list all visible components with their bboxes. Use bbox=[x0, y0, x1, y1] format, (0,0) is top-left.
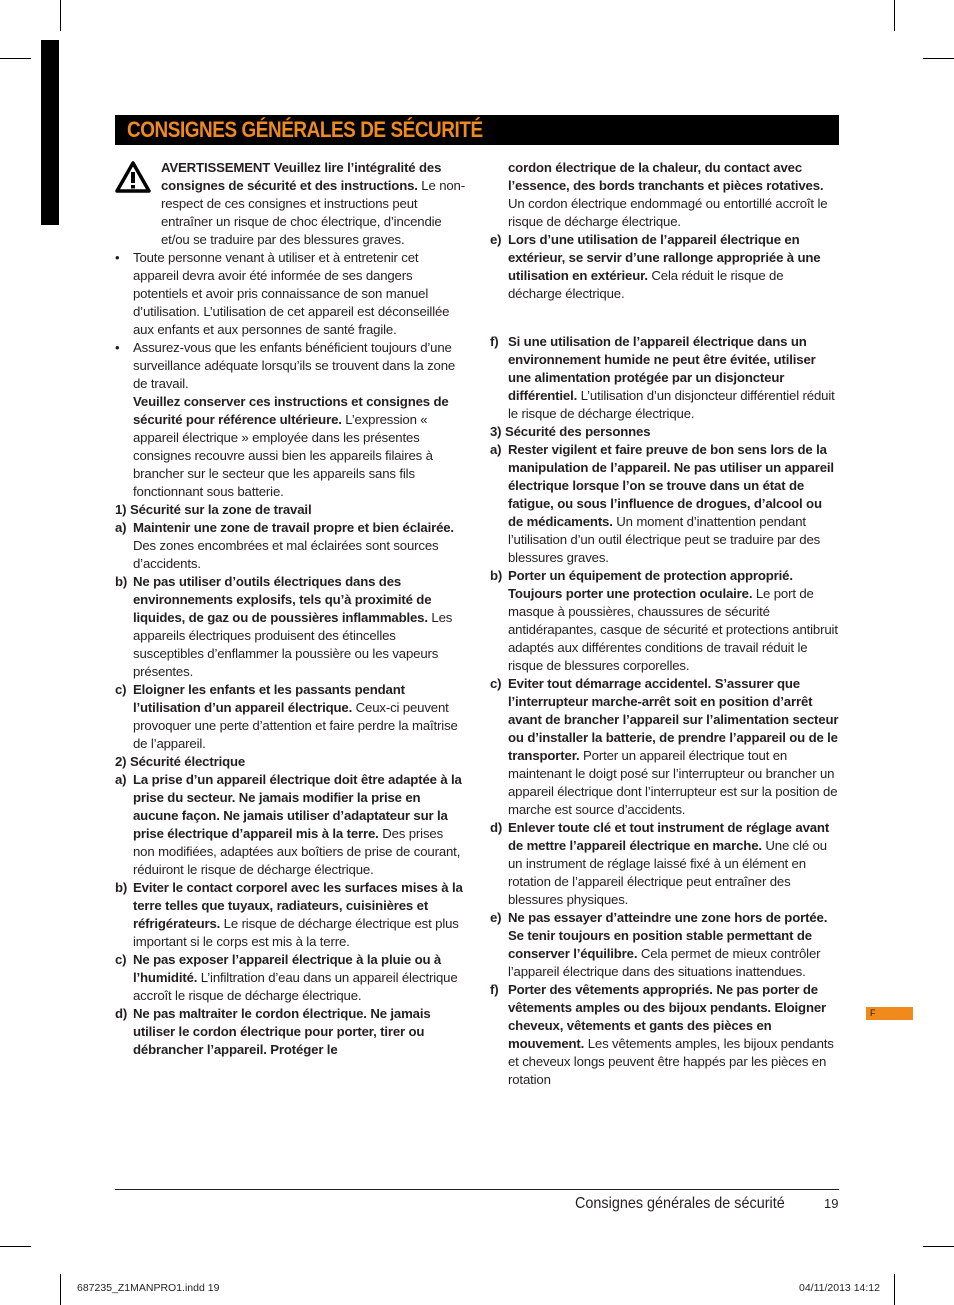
crop-mark bbox=[894, 1274, 895, 1305]
item-bold: Ne pas exposer l’appareil électrique à la pluie ou à l’humidité. bbox=[133, 952, 442, 985]
bullet-text: Toute personne venant à utiliser et à entretenir cet appareil devra avoir été informée de ses dangers potentiels et avoir pris connaissance de son manuel d’utilisation. L’utilisation de cet appareil est déconseillée aux enfants et aux personnes de santé fragile. bbox=[133, 250, 450, 337]
language-tab-label: F bbox=[870, 1008, 876, 1018]
item-text: L’utilisation d’un disjoncteur différentiel réduit le risque de décharge électrique. bbox=[508, 388, 835, 421]
item-bold: Porter un équipement de protection approprié. Toujours porter une protection oculaire. bbox=[508, 568, 793, 601]
footer-rule bbox=[115, 1189, 839, 1190]
item-bold: Eviter tout démarrage accidentel. S’assurer que l’interrupteur marche-arrêt soit en position d’arrêt avant de brancher l’appareil sur l’alimentation secteur ou d’installer la batterie, de prendre l’appareil ou de le transporter. bbox=[508, 676, 839, 763]
slug-filename: 687235_Z1MANPRO1.indd 19 bbox=[77, 1282, 220, 1294]
crop-mark bbox=[60, 1274, 61, 1305]
list-item bbox=[490, 675, 840, 819]
list-item bbox=[115, 771, 465, 879]
section-title-bar bbox=[115, 115, 839, 145]
item-marker: b) bbox=[115, 574, 128, 589]
keep-instructions-paragraph bbox=[115, 393, 465, 501]
item-marker: b) bbox=[490, 568, 503, 583]
item-text: Cela permet de mieux contrôler l’appareil électrique dans des situations inattendues. bbox=[508, 946, 821, 979]
item-bold: Maintenir une zone de travail propre et bien éclairée. bbox=[133, 520, 454, 535]
language-tab bbox=[866, 1007, 913, 1020]
left-column bbox=[115, 159, 465, 1059]
list-item bbox=[490, 333, 840, 423]
bullet-item: • Assurez-vous que les enfants bénéficient toujours d’une surveillance adéquate lorsqu’ils se trouvent dans la zone de travail. bbox=[115, 340, 456, 391]
item-text: Les vêtements amples, les bijoux pendants et cheveux longs peuvent être happés par les pièces en rotation bbox=[508, 1036, 834, 1087]
list-item bbox=[490, 231, 840, 303]
list-item bbox=[490, 909, 840, 981]
crop-mark bbox=[923, 58, 954, 59]
keep-text: L’expression « appareil électrique » employée dans les présentes consignes recouvre aussi bien les appareils filaires à brancher sur le secteur que les appareils sans fils fonctionnant sous batterie. bbox=[133, 412, 433, 499]
item-text: Les appareils électriques produisent des étincelles susceptibles d’enflammer la poussière ou les vapeurs présentes. bbox=[133, 610, 453, 679]
item-bold: Eloigner les enfants et les passants pendant l’utilisation d’un appareil électrique. bbox=[133, 682, 405, 715]
list-item bbox=[490, 567, 840, 675]
item-text: Le risque de décharge électrique est plus important si le corps est mis à la terre. bbox=[133, 916, 459, 949]
list-item bbox=[115, 573, 465, 681]
item-text: Ceux-ci peuvent provoquer une perte d’attention et faire perdre la maîtrise de l’appareil. bbox=[133, 700, 458, 751]
item-text: L’infiltration d’eau dans un appareil électrique accroît le risque de décharge électrique. bbox=[133, 970, 458, 1003]
warning-heading: AVERTISSEMENT Veuillez lire l’intégralité des consignes de sécurité et des instructions. bbox=[161, 160, 442, 193]
item-text: Une clé ou un instrument de réglage laissé fixé à un élément en rotation de l’appareil électrique peut entraîner des blessures physiques. bbox=[508, 838, 827, 907]
right-column bbox=[490, 159, 840, 1089]
item-text: Un moment d’inattention pendant l’utilisation d’un outil électrique peut se traduire par des blessures graves. bbox=[508, 514, 821, 565]
item-bold: Porter des vêtements appropriés. Ne pas porter de vêtements amples ou des bijoux pendants. Eloigner cheveux, vêtements et gants des pièces en mouvement. bbox=[508, 982, 827, 1051]
footer-title: Consignes générales de sécurité bbox=[575, 1195, 785, 1212]
item-marker: e) bbox=[490, 910, 502, 925]
item-marker: f) bbox=[490, 334, 499, 349]
crop-mark bbox=[0, 1246, 31, 1247]
item-marker: e) bbox=[490, 232, 502, 247]
crop-mark bbox=[60, 0, 61, 31]
item-text: Le port de masque à poussières, chaussures de sécurité antidérapantes, casque de sécurité et protections antibruit adaptés aux différentes conditions de travail réduit le risque de blessures corporelles. bbox=[508, 586, 838, 673]
item-bold: Lors d’une utilisation de l’appareil électrique en extérieur, se servir d’une rallonge appropriée à une utilisation en extérieur. bbox=[508, 232, 821, 283]
item-bold: Ne pas maltraiter le cordon électrique. Ne jamais utiliser le cordon électrique pour porter, tirer ou débrancher l’appareil. Protéger le bbox=[133, 1006, 431, 1057]
item-marker: a) bbox=[490, 442, 502, 457]
item-bold: Enlever toute clé et tout instrument de réglage avant de mettre l’appareil électrique en marche. bbox=[508, 820, 830, 853]
list-item bbox=[490, 819, 840, 909]
list-item bbox=[490, 981, 840, 1089]
list-item bbox=[115, 951, 465, 1005]
item-text: Des prises non modifiées, adaptées aux boîtiers de prise de courant, réduiront le risque de décharge électrique. bbox=[133, 826, 461, 877]
list-item bbox=[115, 519, 465, 573]
warning-triangle-icon bbox=[115, 161, 151, 193]
crop-mark bbox=[923, 1246, 954, 1247]
item-marker: a) bbox=[115, 772, 127, 787]
bullet-text: Assurez-vous que les enfants bénéficient toujours d’une surveillance adéquate lorsqu’ils se trouvent dans la zone de travail. bbox=[133, 340, 456, 391]
section-heading: 2) Sécurité électrique bbox=[115, 754, 246, 769]
item-bold: Si une utilisation de l’appareil électrique dans un environnement humide ne peut être évitée, utiliser une alimentation protégée par un disjoncteur différentiel. bbox=[508, 334, 816, 403]
crop-mark bbox=[0, 58, 31, 59]
item-marker: b) bbox=[115, 880, 128, 895]
page-number: 19 bbox=[824, 1196, 839, 1211]
item-text: Un cordon électrique endommagé ou entortillé accroît le risque de décharge électrique. bbox=[508, 196, 828, 229]
slug-date: 04/11/2013 14:12 bbox=[799, 1282, 880, 1294]
item-bold: Rester vigilent et faire preuve de bon sens lors de la manipulation de l’appareil. Ne pas utiliser un appareil électrique lorsque l’on se trouve dans un état de fatigue, ou sous l’influence de drogues, d’alcool ou de médicaments. bbox=[508, 442, 834, 529]
list-item bbox=[115, 681, 465, 753]
item-marker: a) bbox=[115, 520, 127, 535]
item-marker: d) bbox=[115, 1006, 128, 1021]
list-item bbox=[115, 1005, 465, 1059]
continued-paragraph bbox=[490, 159, 840, 231]
item-bold: Eviter le contact corporel avec les surfaces mises à la terre telles que tuyaux, radiateurs, cuisinières et réfrigérateurs. bbox=[133, 880, 463, 931]
keep-bold: Veuillez conserver ces instructions et consignes de sécurité pour référence ultérieure. bbox=[133, 394, 449, 427]
item-text: Porter un appareil électrique tout en maintenant le doigt posé sur l’interrupteur ou brancher un appareil électrique dont l’interrupteur est sur la position de marche est source d’accidents. bbox=[508, 748, 838, 817]
warning-paragraph bbox=[115, 159, 465, 249]
list-item bbox=[490, 441, 840, 567]
item-text: Des zones encombrées et mal éclairées sont sources d’accidents. bbox=[133, 538, 439, 571]
spacer bbox=[490, 303, 840, 333]
chapter-marker-bar bbox=[41, 40, 59, 225]
item-bold: La prise d’un appareil électrique doit être adaptée à la prise du secteur. Ne jamais modifier la prise en aucune façon. Ne jamais utiliser d’adaptateur sur la prise électrique d’appareil mis à la terre. bbox=[133, 772, 462, 841]
item-bold: Ne pas utiliser d’outils électriques dans des environnements explosifs, tels qu’à proximité de liquides, de gaz ou de poussières inflammables. bbox=[133, 574, 432, 625]
bullet-item: • Toute personne venant à utiliser et à entretenir cet appareil devra avoir été informée de ses dangers potentiels et avoir pris connaissance de son manuel d’utilisation. L’utilisation de cet appareil est déconseillée aux enfants et aux personnes de santé fragile. bbox=[115, 250, 450, 337]
item-marker: f) bbox=[490, 982, 499, 997]
item-bold: Ne pas essayer d’atteindre une zone hors de portée. Se tenir toujours en position stable permettant de conserver l’équilibre. bbox=[508, 910, 828, 961]
section-heading: 1) Sécurité sur la zone de travail bbox=[115, 502, 312, 517]
warning-text: Le non-respect de ces consignes et instructions peut entraîner un risque de choc électrique, d’incendie et/ou se traduire par des blessures graves. bbox=[161, 178, 465, 247]
item-text: Cela réduit le risque de décharge électrique. bbox=[508, 268, 784, 301]
item-marker: c) bbox=[490, 676, 502, 691]
item-bold: cordon électrique de la chaleur, du contact avec l’essence, des bords tranchants et pièces rotatives. bbox=[508, 160, 824, 193]
item-marker: d) bbox=[490, 820, 503, 835]
item-marker: c) bbox=[115, 952, 127, 967]
section-heading: 3) Sécurité des personnes bbox=[490, 424, 651, 439]
page-title: CONSIGNES GÉNÉRALES DE SÉCURITÉ bbox=[127, 117, 483, 142]
item-marker: c) bbox=[115, 682, 127, 697]
list-item bbox=[115, 879, 465, 951]
crop-mark bbox=[894, 0, 895, 31]
